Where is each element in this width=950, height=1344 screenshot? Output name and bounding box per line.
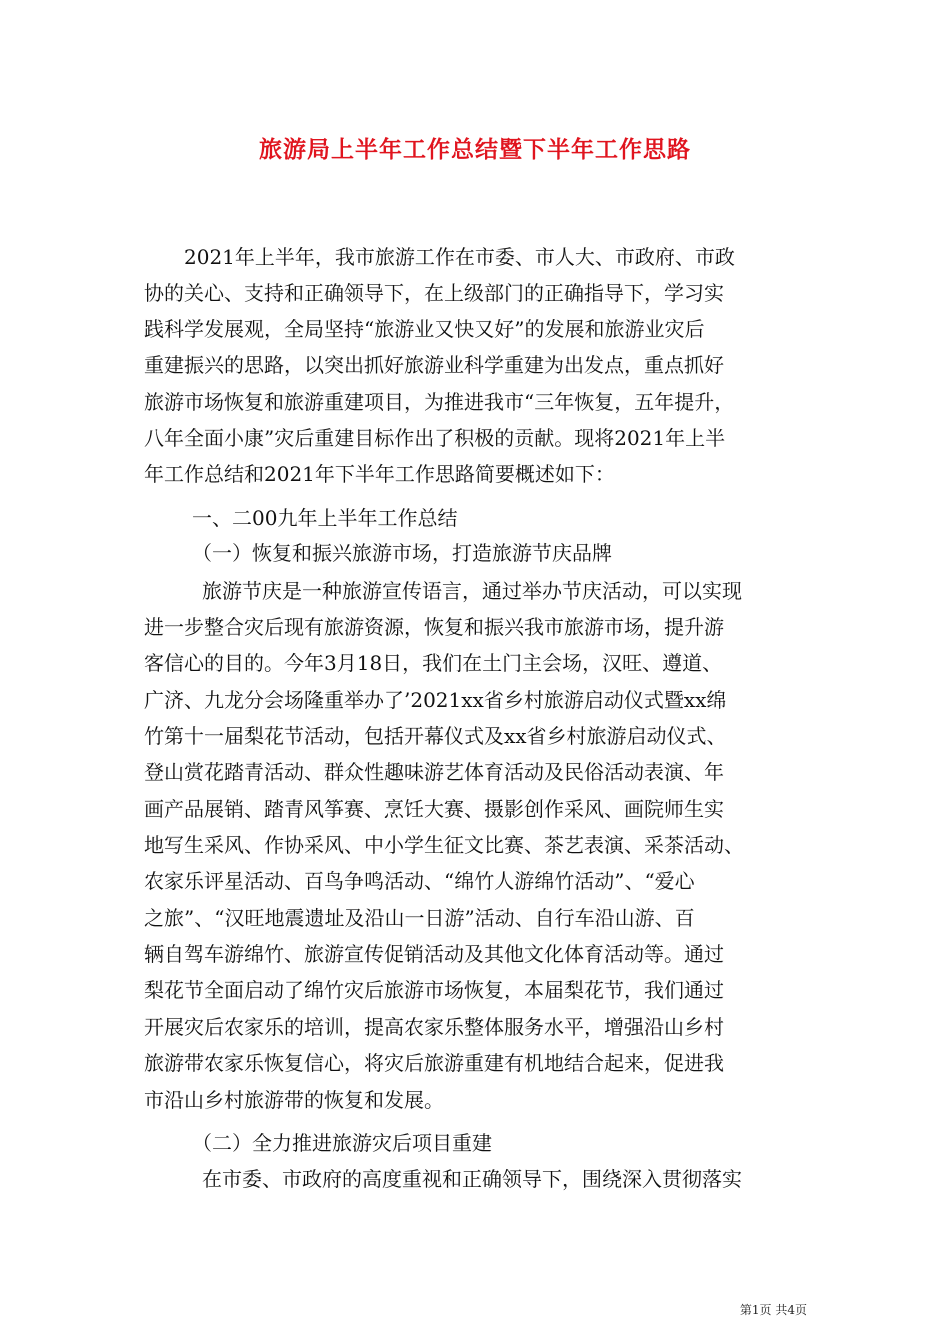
- paragraph-line: 竹第十一届梨花节活动，包括开幕仪式及xx省乡村旅游启动仪式、: [144, 724, 727, 748]
- paragraph-line: 登山赏花踏青活动、群众性趣味游艺体育活动及民俗活动表演、年: [144, 760, 724, 784]
- paragraph-line: 年工作总结和2021年下半年工作思路简要概述如下：: [144, 462, 615, 486]
- paragraph-line: 地写生采风、作协采风、中小学生征文比赛、茶艺表演、采茶活动、: [144, 833, 744, 857]
- subsection-heading: （一）恢复和振兴旅游市场，打造旅游节庆品牌: [192, 541, 612, 565]
- paragraph-line: 2021年上半年，我市旅游工作在市委、市人大、市政府、市政: [184, 245, 735, 269]
- document-title: 旅游局上半年工作总结暨下半年工作思路: [259, 136, 691, 163]
- paragraph-line: 客信心的目的。今年3月18日，我们在土门主会场，汉旺、遵道、: [144, 651, 723, 675]
- page-number: 第1页 共4页: [739, 1303, 807, 1317]
- paragraph-line: 梨花节全面启动了绵竹灾后旅游市场恢复，本届梨花节，我们通过: [144, 978, 724, 1002]
- subsection-heading: （二）全力推进旅游灾后项目重建: [192, 1131, 492, 1155]
- paragraph-line: 八年全面小康”灾后重建目标作出了积极的贡献。现将2021年上半: [144, 426, 726, 450]
- section-heading: 一、二00九年上半年工作总结: [192, 506, 458, 530]
- paragraph-line: 旅游节庆是一种旅游宣传语言，通过举办节庆活动，可以实现: [202, 579, 742, 603]
- paragraph-line: 在市委、市政府的高度重视和正确领导下，围绕深入贯彻落实: [202, 1167, 742, 1191]
- paragraph-line: 市沿山乡村旅游带的恢复和发展。: [144, 1088, 444, 1112]
- paragraph-line: 旅游带农家乐恢复信心，将灾后旅游重建有机地结合起来，促进我: [144, 1051, 724, 1075]
- paragraph-line: 协的关心、支持和正确领导下，在上级部门的正确指导下，学习实: [144, 281, 724, 305]
- paragraph-line: 画产品展销、踏青风筝赛、烹饪大赛、摄影创作采风、画院师生实: [144, 797, 724, 821]
- paragraph-line: 广济、九龙分会场隆重举办了’2021xx省乡村旅游启动仪式暨xx绵: [144, 688, 727, 712]
- paragraph-line: 之旅”、“汉旺地震遗址及沿山一日游”活动、自行车沿山游、百: [144, 906, 695, 930]
- paragraph-line: 辆自驾车游绵竹、旅游宣传促销活动及其他文化体育活动等。通过: [144, 942, 724, 966]
- paragraph-line: 开展灾后农家乐的培训，提高农家乐整体服务水平，增强沿山乡村: [144, 1015, 724, 1039]
- paragraph-line: 进一步整合灾后现有旅游资源，恢复和振兴我市旅游市场，提升游: [144, 615, 724, 639]
- paragraph-line: 践科学发展观，全局坚持“旅游业又快又好”的发展和旅游业灾后: [144, 317, 705, 341]
- paragraph-line: 旅游市场恢复和旅游重建项目，为推进我市“三年恢复，五年提升，: [144, 390, 735, 414]
- paragraph-line: 重建振兴的思路，以突出抓好旅游业科学重建为出发点，重点抓好: [144, 353, 724, 377]
- paragraph-line: 农家乐评星活动、百鸟争鸣活动、“绵竹人游绵竹活动”、“爱心: [144, 869, 695, 893]
